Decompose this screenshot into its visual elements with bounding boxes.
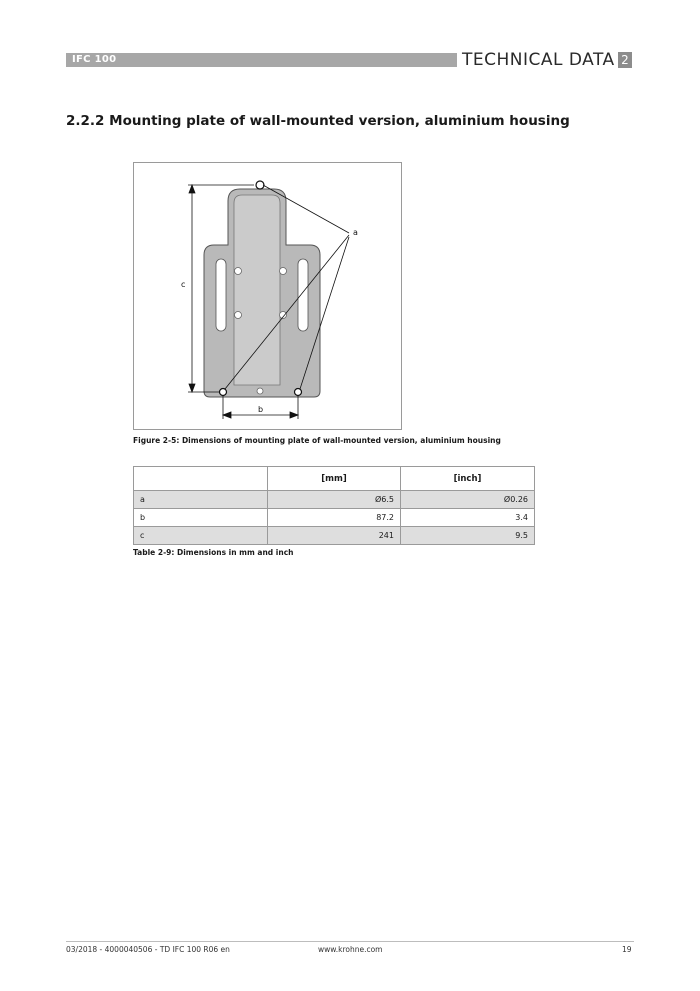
label-a: a (353, 228, 358, 237)
footer-page-number: 19 (622, 945, 632, 954)
table-cell-mm: 241 (268, 527, 401, 545)
footer-divider (66, 941, 634, 942)
table-cell-mm: 87.2 (268, 509, 401, 527)
dimensions-table (133, 466, 535, 545)
label-b: b (258, 405, 264, 414)
table-row (134, 527, 535, 545)
right-slot (298, 259, 308, 331)
table-cell-label: b (134, 509, 268, 527)
figure-caption: Figure 2-5: Dimensions of mounting plate of wall-mounted version, aluminium housing (133, 436, 501, 445)
header-section-title: TECHNICAL DATA (462, 50, 615, 70)
table-cell-inch: Ø0.26 (401, 491, 535, 509)
label-c: c (181, 280, 186, 289)
footer-website-link[interactable]: www.krohne.com (318, 945, 383, 954)
header-band (66, 53, 457, 67)
table-header-cell: [inch] (401, 467, 535, 491)
table-row (134, 491, 535, 509)
table-cell-mm: Ø6.5 (268, 491, 401, 509)
hole-bottom-left (220, 389, 227, 396)
table-header-cell (134, 467, 268, 491)
table-caption: Table 2-9: Dimensions in mm and inch (133, 548, 294, 557)
header-section-number: 2 (618, 52, 632, 68)
table-header-row (134, 467, 535, 491)
table-cell-inch: 3.4 (401, 509, 535, 527)
table-cell-inch: 9.5 (401, 527, 535, 545)
hole-top (256, 181, 264, 189)
section-title: 2.2.2 Mounting plate of wall-mounted version, aluminium housing (66, 113, 570, 129)
hole-bottom-right (295, 389, 302, 396)
table-cell-label: c (134, 527, 268, 545)
left-slot (216, 259, 226, 331)
table-row (134, 509, 535, 527)
table-header-cell: [mm] (268, 467, 401, 491)
mounting-plate-drawing (134, 163, 401, 429)
table-cell-label: a (134, 491, 268, 509)
header-product-name: IFC 100 (72, 54, 117, 65)
plate-center-strip (234, 195, 280, 385)
footer-document-id: 03/2018 - 4000040506 - TD IFC 100 R06 en (66, 945, 230, 954)
mounting-plate-figure (133, 162, 402, 430)
